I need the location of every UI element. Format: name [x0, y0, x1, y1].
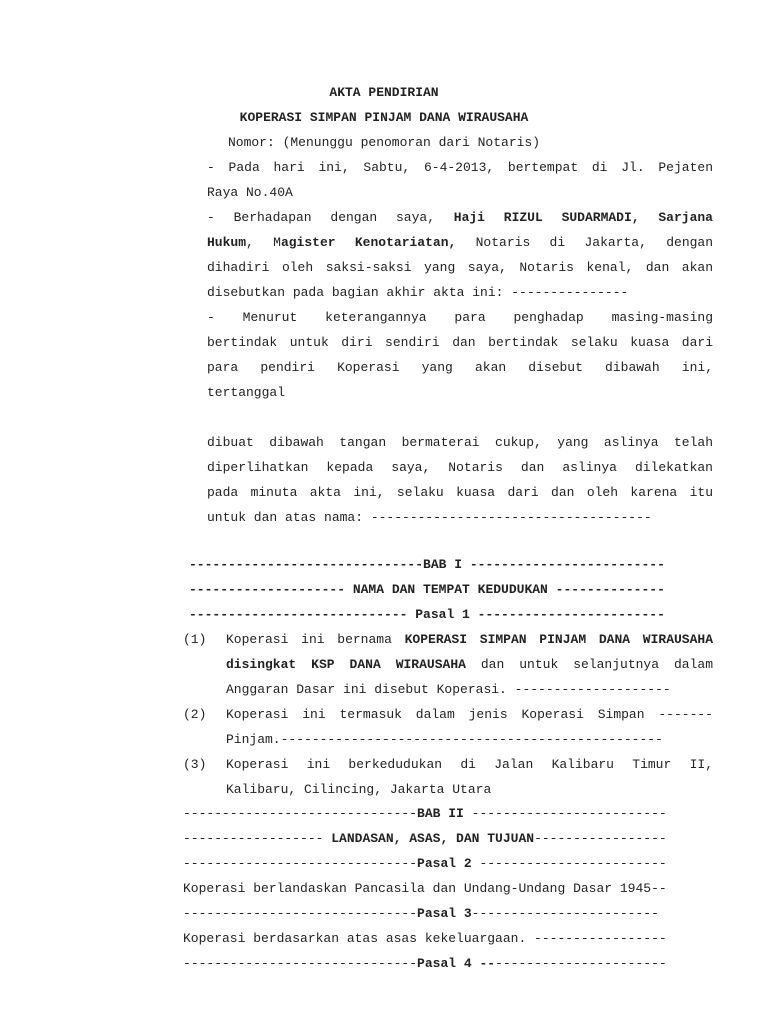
bab2-title: LANDASAN, ASAS, DAN TUJUAN — [331, 831, 535, 846]
item1-line1 — [226, 632, 713, 648]
intro-p2-line3: dihadiri oleh saksi-saksi yang saya, Notaris kenal, dan akan — [207, 260, 713, 275]
intro-p2-text: Notaris di Jakarta, dengan — [456, 235, 713, 250]
dash-rule: ------------------------ — [471, 906, 659, 921]
intro-p4-line1: dibuat dibawah tangan bermaterai cukup, yang aslinya telah — [207, 435, 713, 450]
doc-title: AKTA PENDIRIAN — [329, 85, 439, 100]
intro-p3-line2: bertindak untuk diri sendiri dan bertindak selaku kuasa dari — [207, 335, 713, 350]
bab1-subheading: -------------------- NAMA DAN TEMPAT KEDUDUKAN -------------- — [189, 582, 665, 597]
bab2-heading — [183, 806, 667, 822]
item3-line1: Koperasi ini berkedudukan di Jalan Kalibaru Timur II, — [226, 757, 713, 772]
coop-abbrev: disingkat KSP DANA WIRAUSAHA — [226, 657, 466, 672]
intro-p2-line1 — [207, 210, 713, 226]
notary-name: Haji RIZUL SUDARMADI, Sarjana — [453, 210, 713, 225]
item3-number: (3) — [183, 757, 207, 772]
dash-rule: ------------------------ — [471, 856, 667, 871]
intro-p1-line1: - Pada hari ini, Sabtu, 6-4-2013, bertempat di Jl. Pejaten — [207, 160, 713, 175]
pasal2-heading — [183, 856, 667, 872]
bab2-label: BAB II — [417, 806, 464, 821]
pasal4-heading — [183, 956, 667, 972]
item1-text: Koperasi ini bernama — [226, 632, 405, 647]
dash-rule: ------------------------------ — [183, 856, 418, 871]
doc-number: Nomor: (Menunggu penomoran dari Notaris) — [227, 135, 541, 150]
item2-number: (2) — [183, 707, 207, 722]
coop-name: KOPERASI SIMPAN PINJAM DANA WIRAUSAHA — [404, 632, 713, 647]
item1-number: (1) — [183, 632, 207, 647]
pasal2-text: Koperasi berlandaskan Pancasila dan Undang-Undang Dasar 1945-- — [183, 881, 667, 896]
intro-p4-line3: pada minuta akta ini, selaku kuasa dari dan oleh karena itu — [207, 485, 713, 500]
dash-rule: ------------------ — [183, 831, 332, 846]
dash-rule: ------------------------------ — [183, 956, 418, 971]
notary-title-1: Hukum — [207, 235, 247, 250]
doc-subtitle: KOPERASI SIMPAN PINJAM DANA WIRAUSAHA — [239, 110, 529, 125]
intro-p2-text: - Berhadapan dengan saya, — [207, 210, 454, 225]
dash-rule: ----------------- — [534, 831, 667, 846]
intro-p3-line1: - Menurut keterangannya para penghadap masing-masing — [207, 310, 713, 325]
intro-p1-line2: Raya No.40A — [207, 185, 293, 200]
item1-line3: Anggaran Dasar ini disebut Koperasi. -------------------- — [226, 682, 671, 697]
dash-rule: ------------------------------ — [183, 906, 418, 921]
notary-title-2: agister Kenotariatan, — [280, 235, 457, 250]
item3-line2: Kalibaru, Cilincing, Jakarta Utara — [226, 782, 492, 797]
intro-p4-line4: untuk dan atas nama: ------------------------------------ — [207, 510, 652, 525]
intro-p2-line4: disebutkan pada bagian akhir akta ini: --------------- — [207, 285, 629, 300]
item1-line2 — [226, 657, 713, 673]
dash-rule: ---------------------- — [495, 956, 667, 971]
intro-p2-text: , M — [246, 235, 281, 250]
pasal3-heading — [183, 906, 659, 922]
intro-p3-line3: para pendiri Koperasi yang akan disebut dibawah ini, — [207, 360, 713, 375]
pasal2-label: Pasal 2 — [417, 856, 472, 871]
item2-line1: Koperasi ini termasuk dalam jenis Koperasi Simpan ------- — [226, 707, 713, 722]
dash-rule: ------------------------- — [463, 806, 667, 821]
bab1-heading: ------------------------------BAB I ------------------------- — [189, 557, 665, 572]
pasal4-label: Pasal 4 -- — [417, 956, 496, 971]
dash-rule: ------------------------------ — [183, 806, 418, 821]
intro-p3-line4: tertanggal — [207, 385, 286, 400]
pasal1-heading: ---------------------------- Pasal 1 ------------------------ — [189, 607, 665, 622]
item1-text: dan untuk selanjutnya dalam — [465, 657, 713, 672]
item2-line2: Pinjam.------------------------------------------------- — [226, 732, 663, 747]
intro-p2-line2 — [207, 235, 713, 251]
bab2-subheading — [183, 831, 667, 847]
pasal3-text: Koperasi berdasarkan atas asas kekeluargaan. ----------------- — [183, 931, 667, 946]
intro-p4-line2: diperlihatkan kepada saya, Notaris dan aslinya dilekatkan — [207, 460, 713, 475]
pasal3-label: Pasal 3 — [417, 906, 472, 921]
